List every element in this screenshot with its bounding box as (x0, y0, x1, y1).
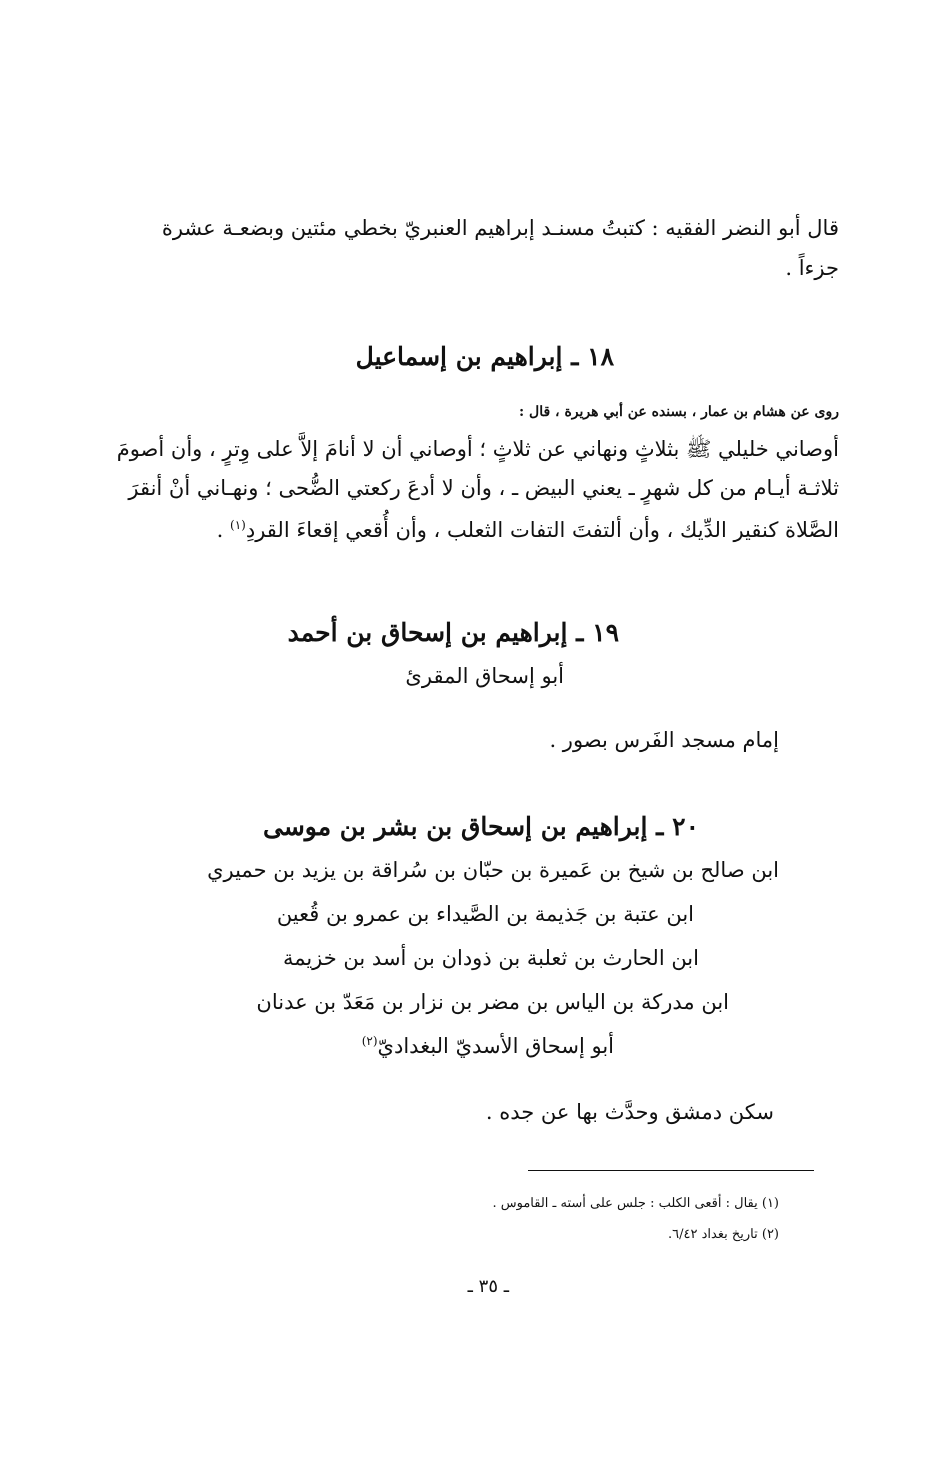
entry-18-line-1: أوصاني خليلي ﷺ بثلاثٍ ونهاني عن ثلاثٍ ؛ أوصاني أن لا أنامَ إلاَّ على وِترٍ ، وأن أصومَ (116, 437, 839, 461)
entry-19-kunya: أبو إسحاق المقرئ (405, 664, 564, 688)
intro-line-2: جزءاً . (785, 256, 839, 280)
entry-20-lineage-4: ابن مدركة بن الياس بن مضر بن نزار بن مَعَدّ بن عدنان (256, 990, 729, 1014)
footnote-2: (٢) تاريخ بغداد ٦/٤٢. (668, 1227, 779, 1242)
footnote-ref-2: (٢) (361, 1034, 378, 1048)
entry-18-line-3-text: الصَّلاة كنقير الدِّيك ، وأن ألتفتَ التفات الثعلب ، وأن أُقعي إقعاءَ القردِ (245, 518, 839, 542)
entry-19-heading: ١٩ ـ إبراهيم بن إسحاق بن أحمد (287, 618, 619, 647)
entry-19-desc: إمام مسجد الفَرس بصور . (549, 728, 779, 752)
intro-line-1: قال أبو النضر الفقيه : كتبتُ مسنـد إبراهيم العنبريّ بخطي مئتين وبضعـة عشرة (161, 216, 839, 240)
entry-20-kunya (362, 1034, 614, 1058)
entry-18-line-2: ثلاثـة أيـام من كل شهرٍ ـ يعني البيض ـ ، وأن لا أدعَ ركعتي الضُّحى ؛ ونهـاني أنْ أنقرَ (128, 476, 839, 500)
entry-18-line-3 (217, 518, 839, 542)
entry-20-kunya-text: أبو إسحاق الأسديّ البغداديّ (377, 1034, 614, 1058)
entry-18-heading: ١٨ ـ إبراهيم بن إسماعيل (355, 342, 614, 371)
entry-18-narration: روى عن هشام بن عمار ، بسنده عن أبي هريرة ، قال : (519, 404, 839, 420)
page-number: ـ ٣٥ ـ (467, 1276, 509, 1297)
footnote-ref-1: (١) (230, 518, 246, 532)
entry-20-heading: ٢٠ ـ إبراهيم بن إسحاق بن بشر بن موسى (263, 812, 699, 841)
footnote-separator (528, 1170, 814, 1171)
entry-20-desc: سكن دمشق وحدَّث بها عن جده . (485, 1100, 774, 1124)
footnote-1: (١) يقال : أقعى الكلب : جلس على أسته ـ القاموس . (492, 1196, 779, 1211)
entry-20-lineage-2: ابن عتبة بن جَذيمة بن الصَّيداء بن عمرو بن قُعين (276, 902, 694, 926)
entry-18-line-3-end: . (216, 518, 231, 542)
entry-20-lineage-3: ابن الحارث بن ثعلبة بن ذودان بن أسد بن خزيمة (282, 946, 699, 970)
entry-20-lineage-1: ابن صالح بن شيخ بن عَميرة بن حبّان بن سُراقة بن يزيد بن حميري (207, 858, 779, 882)
